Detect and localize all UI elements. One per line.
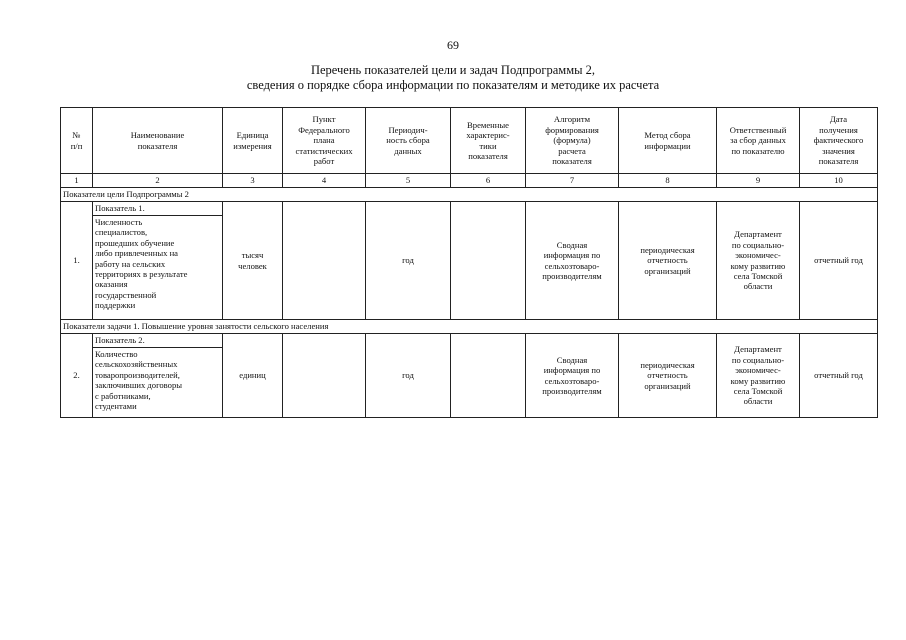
column-number-cell: 10 [800, 174, 878, 188]
section-heading-goal: Показатели цели Подпрограммы 2 [61, 188, 878, 202]
indicators-table [60, 107, 878, 418]
date-cell: отчетный год [800, 202, 878, 320]
page-number: 69 [447, 38, 459, 52]
column-number-cell: 8 [619, 174, 717, 188]
indicator-2-label-row [61, 334, 878, 348]
date-cell: отчетный год [800, 334, 878, 418]
indicator-1-label-row [61, 202, 878, 216]
periodicity-cell: год [366, 202, 451, 320]
row-number: 1. [61, 202, 93, 320]
document-title [0, 63, 906, 93]
section-row-goal [61, 188, 878, 202]
plan-item-cell [283, 202, 366, 320]
indicator-label: Показатель 2. [93, 334, 223, 348]
header-cell-name: Наименование показателя [93, 108, 223, 174]
column-number-cell: 2 [93, 174, 223, 188]
column-number-cell: 5 [366, 174, 451, 188]
header-cell-responsible: Ответственный за сбор данных по показателю [717, 108, 800, 174]
algorithm-cell: Сводная информация по сельхозтоваро- производителям [526, 334, 619, 418]
responsible-cell: Департамент по социально- экономичес- кому развитию села Томской области [717, 334, 800, 418]
header-cell-unit: Единица измерения [223, 108, 283, 174]
time-characteristics-cell [451, 202, 526, 320]
column-number-row [61, 174, 878, 188]
time-characteristics-cell [451, 334, 526, 418]
column-number-cell: 6 [451, 174, 526, 188]
responsible-cell: Департамент по социально- экономичес- кому развитию села Томской области [717, 202, 800, 320]
section-heading-task-1: Показатели задачи 1. Повышение уровня занятости сельского населения [61, 320, 878, 334]
indicator-name: Количество сельскохозяйственных товаропроизводителей, заключивших договоры с работниками, студентами [93, 348, 223, 418]
column-number-cell: 7 [526, 174, 619, 188]
algorithm-cell: Сводная информация по сельхозтоваро- производителям [526, 202, 619, 320]
column-number-cell: 4 [283, 174, 366, 188]
indicator-label: Показатель 1. [93, 202, 223, 216]
header-cell-plan-item: Пункт Федерального плана статистических работ [283, 108, 366, 174]
method-cell: периодическая отчетность организаций [619, 334, 717, 418]
column-number-cell: 1 [61, 174, 93, 188]
header-cell-periodicity: Периодич- ность сбора данных [366, 108, 451, 174]
method-cell: периодическая отчетность организаций [619, 202, 717, 320]
column-number-cell: 3 [223, 174, 283, 188]
unit-cell: тысяч человек [223, 202, 283, 320]
column-number-cell: 9 [717, 174, 800, 188]
header-row [61, 108, 878, 174]
header-cell-method: Метод сбора информации [619, 108, 717, 174]
indicator-name: Численность специалистов, прошедших обучение либо привлеченных на работу на сельских территориях в результате оказания государственной поддержки [93, 216, 223, 320]
header-cell-date: Дата получения фактического значения показателя [800, 108, 878, 174]
title-line-1: Перечень показателей цели и задач Подпрограммы 2, [310, 63, 596, 77]
header-cell-num: № п/п [61, 108, 93, 174]
header-cell-algorithm: Алгоритм формирования (формула) расчета показателя [526, 108, 619, 174]
section-row-task-1 [61, 320, 878, 334]
title-line-2: сведения о порядке сбора информации по показателям и методике их расчета [246, 78, 660, 92]
header-cell-time-characteristics: Временные характерис- тики показателя [451, 108, 526, 174]
plan-item-cell [283, 334, 366, 418]
row-number: 2. [61, 334, 93, 418]
unit-cell: единиц [223, 334, 283, 418]
periodicity-cell: год [366, 334, 451, 418]
